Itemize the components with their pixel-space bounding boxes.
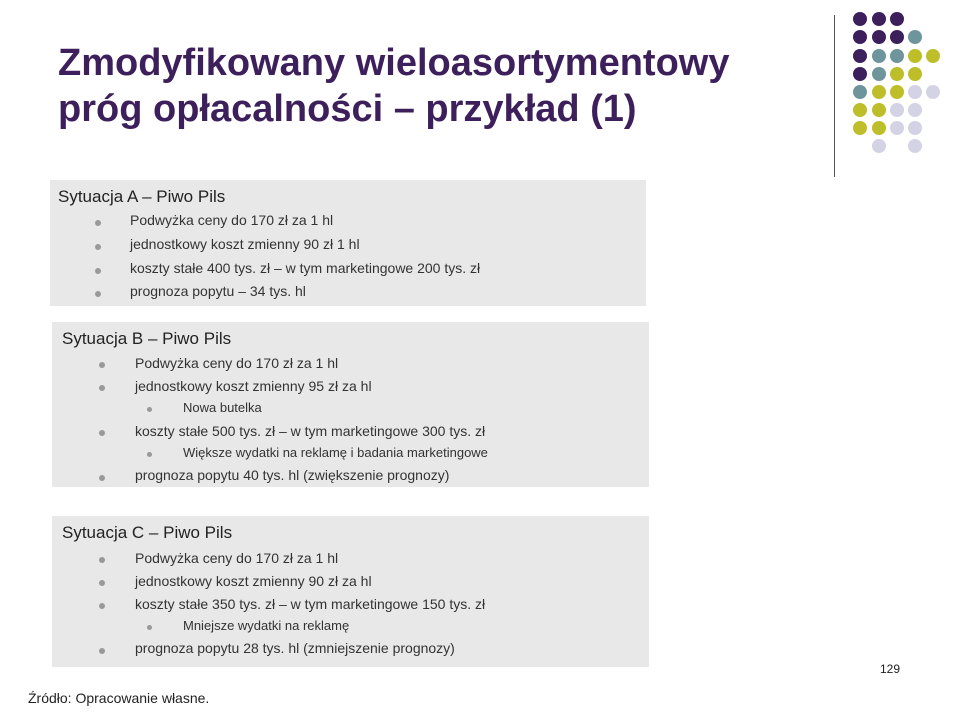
bullet: [95, 268, 101, 274]
bullet: [99, 603, 105, 609]
decor-dot: [890, 49, 904, 63]
decor-dot: [872, 139, 886, 153]
situation-c-item: Podwyżka ceny do 170 zł za 1 hl: [135, 550, 339, 566]
decor-dot: [908, 30, 922, 44]
situation-a-item: prognoza popytu – 34 tys. hl: [130, 283, 306, 299]
situation-a-item: Podwyżka ceny do 170 zł za 1 hl: [130, 212, 334, 228]
bullet: [95, 244, 101, 250]
decor-dot: [872, 30, 886, 44]
decor-dot: [890, 30, 904, 44]
decor-dot: [908, 85, 922, 99]
situation-c-subitem: Mniejsze wydatki na reklamę: [183, 618, 350, 633]
situation-c-item: jednostkowy koszt zmienny 90 zł za hl: [135, 573, 372, 589]
situation-b-item: koszty stałe 500 tys. zł – w tym marketingowe 300 tys. zł: [135, 423, 486, 439]
decor-dot: [926, 49, 940, 63]
situation-b-item: jednostkowy koszt zmienny 95 zł za hl: [135, 378, 372, 394]
situation-a-heading: Sytuacja A – Piwo Pils: [58, 187, 226, 206]
decor-dot: [890, 67, 904, 81]
bullet: [147, 625, 152, 630]
decor-dot: [853, 30, 867, 44]
decor-dot: [872, 67, 886, 81]
situation-c-heading: Sytuacja C – Piwo Pils: [62, 523, 233, 542]
situation-b-heading: Sytuacja B – Piwo Pils: [62, 329, 232, 348]
situation-b-item: Podwyżka ceny do 170 zł za 1 hl: [135, 355, 339, 371]
decor-dot: [908, 67, 922, 81]
bullet: [99, 648, 105, 654]
decor-dot: [872, 103, 886, 117]
slide-title-line2: próg opłacalności – przykład (1): [58, 88, 637, 130]
bullet: [99, 557, 105, 563]
bullet: [147, 452, 152, 457]
decor-dot: [872, 12, 886, 26]
decor-dot: [890, 121, 904, 135]
page-number: 129: [880, 662, 901, 676]
bullet: [99, 430, 105, 436]
decor-dot: [908, 49, 922, 63]
decor-dot: [853, 121, 867, 135]
bullet: [99, 475, 105, 481]
bullet: [99, 580, 105, 586]
decor-dot: [853, 85, 867, 99]
slide-title: [58, 40, 828, 132]
situation-b-box: [52, 322, 649, 487]
situation-a-box: [50, 180, 646, 306]
situation-b-subitem: Nowa butelka: [183, 400, 262, 415]
decor-dot: [872, 49, 886, 63]
bullet: [95, 291, 101, 297]
decor-dot: [908, 139, 922, 153]
divider-line: [834, 15, 835, 177]
decor-dot: [853, 67, 867, 81]
situation-b-subitem: Większe wydatki na reklamę i badania marketingowe: [183, 445, 488, 460]
decor-dot: [853, 49, 867, 63]
decor-dot: [853, 12, 867, 26]
decor-dot: [872, 85, 886, 99]
situation-b-item: prognoza popytu 40 tys. hl (zwiększenie prognozy): [135, 467, 450, 483]
decor-dot: [908, 103, 922, 117]
slide-title-line1: Zmodyfikowany wieloasortymentowy: [58, 42, 730, 84]
bullet: [99, 385, 105, 391]
situation-a-item: jednostkowy koszt zmienny 90 zł 1 hl: [130, 236, 360, 252]
bullet: [99, 362, 105, 368]
decor-dot: [890, 85, 904, 99]
situation-a-item: koszty stałe 400 tys. zł – w tym marketingowe 200 tys. zł: [130, 260, 481, 276]
decor-dot: [908, 121, 922, 135]
situation-c-item: koszty stałe 350 tys. zł – w tym marketingowe 150 tys. zł: [135, 596, 486, 612]
decor-dot: [872, 121, 886, 135]
bullet: [147, 407, 152, 412]
situation-c-item: prognoza popytu 28 tys. hl (zmniejszenie prognozy): [135, 640, 455, 656]
decor-dot: [926, 85, 940, 99]
source-note: Źródło: Opracowanie własne.: [28, 690, 210, 706]
decor-dot: [853, 103, 867, 117]
decor-dot: [890, 12, 904, 26]
situation-c-box: [52, 516, 649, 667]
bullet: [95, 220, 101, 226]
decor-dot: [890, 103, 904, 117]
